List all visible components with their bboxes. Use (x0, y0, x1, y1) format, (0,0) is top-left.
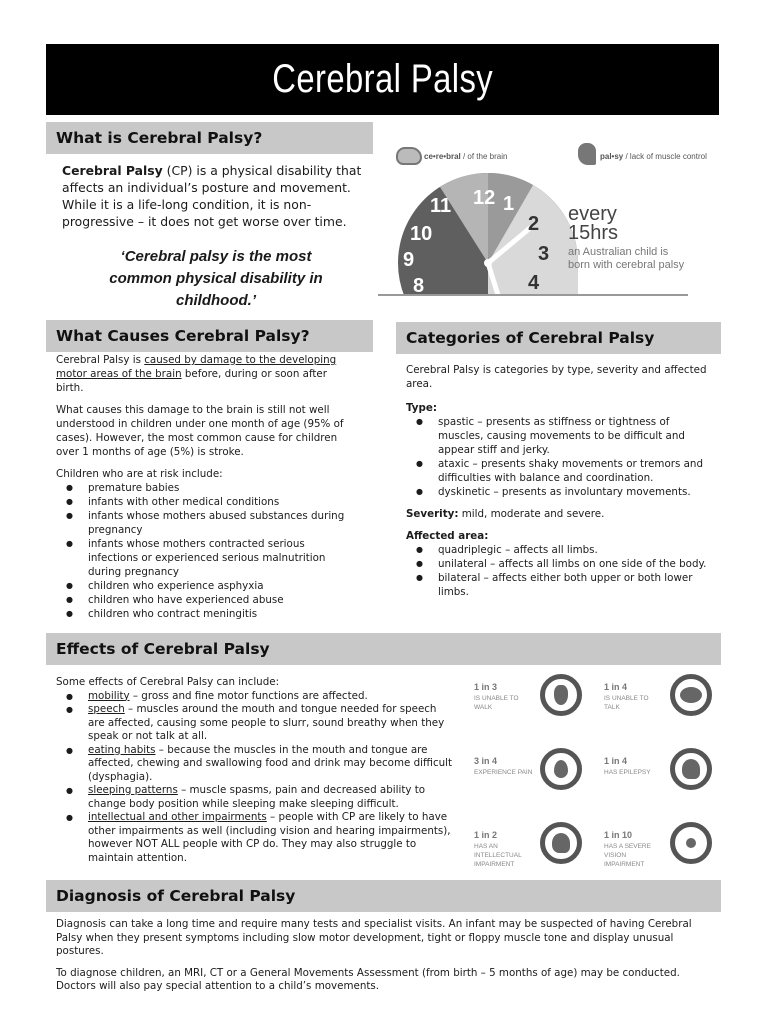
effects-heading: Effects of Cerebral Palsy (46, 633, 721, 665)
effect-term: intellectual and other impairments (88, 811, 267, 823)
intro-term: Cerebral Palsy (62, 163, 163, 178)
stat-pain (468, 742, 588, 802)
causes-heading: What Causes Cerebral Palsy? (46, 320, 373, 352)
list-item (56, 690, 456, 704)
hours-label: 15hrs (568, 222, 619, 244)
speech-bubble-icon (670, 674, 712, 716)
palsy-label (600, 152, 707, 161)
diagnosis-body (56, 918, 716, 1002)
list-item (56, 703, 456, 744)
effects-stats (468, 668, 718, 880)
stat-desc: IS UNABLE TO TALK (604, 695, 649, 711)
causes-p2: What causes this damage to the brain is still not well understood in children under one month of age (95% of cases). However, the most common cause for children over 1 months of age (5%) is stroke. (56, 404, 344, 458)
effect-text: – because the muscles in the mouth and tongue are affected, chewing and swallowing food and drink may become difficult (dysphagia). (88, 743, 453, 783)
stat-walk (468, 668, 588, 728)
clock-num-1: 1 (503, 193, 515, 215)
diagnosis-heading: Diagnosis of Cerebral Palsy (46, 880, 721, 912)
cerebral-label (424, 152, 507, 161)
effect-term: speech (88, 703, 125, 715)
stat-ratio: 3 in 4 (474, 756, 498, 766)
causes-p1 (56, 353, 356, 395)
palsy-def: / lack of muscle control (623, 152, 707, 161)
clock-num-10: 10 (410, 223, 433, 245)
effect-text: – gross and fine motor functions are affected. (129, 689, 368, 702)
stat-intellectual (468, 816, 588, 876)
clock-graphic (378, 168, 578, 298)
palsy-term: pal•sy (600, 152, 624, 161)
diagnosis-p1: Diagnosis can take a long time and require many tests and specialist visits. An infant may be suspected of having Cerebral Palsy when they present symptoms including slow motor development, tight or floppy muscle tone and display unusual postures. (56, 918, 692, 957)
effects-intro: Some effects of Cerebral Palsy can include: (56, 676, 280, 688)
effect-text: – people with CP are likely to have other impairments as well (including vision and hearing impairments), however NOT ALL people with CP do. They may also struggle to maintain attention. (88, 811, 451, 864)
clock-num-2: 2 (528, 213, 540, 235)
effect-term: mobility (88, 689, 130, 702)
stat-ratio: 1 in 4 (604, 682, 628, 692)
stat-desc: IS UNABLE TO WALK (474, 695, 519, 711)
list-item: ● children who have experienced abuse (56, 593, 356, 607)
list-item (56, 811, 456, 865)
risk-list (56, 481, 356, 621)
effect-text: – muscles around the mouth and tongue needed for speech are affected, causing some people to slurr, sound breathy when they speak or not talk at all. (88, 703, 445, 742)
list-item: ● unilateral – affects all limbs on one side of the body. (406, 557, 711, 571)
causes-p1-b: before, during or soon after birth. (56, 368, 327, 394)
list-item: ● infants whose mothers abused substances during pregnancy (56, 509, 356, 537)
clock-num-8: 8 (413, 275, 425, 297)
quote: ‘Cerebral palsy is the most common physical disability in childhood.’ (109, 248, 323, 309)
clock-num-11: 11 (430, 195, 452, 217)
type-list (406, 415, 711, 499)
what-is-intro (62, 162, 362, 230)
brain-head-icon (540, 822, 582, 864)
stat-desc: EXPERIENCE PAIN (474, 769, 533, 776)
list-item: ● dyskinetic – presents as involuntary movements. (406, 485, 711, 499)
stat-talk (598, 668, 718, 728)
page-title: Cerebral Palsy (46, 44, 719, 115)
stat-ratio: 1 in 3 (474, 682, 498, 692)
cerebral-def: / of the brain (460, 152, 508, 161)
effect-text: – muscle spasms, pain and decreased ability to change body position while sleeping make sleeping difficult. (88, 784, 426, 810)
born-caption: an Australian child is born with cerebral palsy (568, 246, 685, 271)
infographic (378, 140, 718, 300)
stat-desc: HAS EPILEPSY (604, 769, 651, 776)
every-label: every (568, 203, 617, 225)
footprint-icon (540, 674, 582, 716)
severity-line (406, 507, 711, 521)
effect-term: sleeping patterns (88, 784, 178, 796)
arm-icon (578, 143, 596, 165)
stat-desc: HAS AN INTELLECTUAL IMPAIRMENT (474, 843, 522, 868)
clock-num-3: 3 (538, 243, 550, 265)
list-item: ● children who contract meningitis (56, 607, 356, 621)
list-item: ● spastic – presents as stiffness or tightness of muscles, causing movements to be difficult and appear stiff and jerky. (406, 415, 711, 457)
stat-ratio: 1 in 10 (604, 830, 633, 840)
area-label: Affected area: (406, 530, 489, 542)
causes-body (56, 353, 356, 621)
categories-heading: Categories of Cerebral Palsy (396, 322, 721, 354)
clock-num-12: 12 (473, 187, 496, 209)
drop-icon (540, 748, 582, 790)
list-item (56, 784, 456, 811)
causes-p3: Children who are at risk include: (56, 468, 223, 480)
cerebral-term: ce•re•bral (424, 152, 461, 161)
causes-p1-a: Cerebral Palsy is (56, 354, 145, 366)
causes-p1-link: caused by damage to the developing motor areas of the brain (56, 354, 337, 380)
stat-epilepsy (598, 742, 718, 802)
effects-body (56, 676, 456, 865)
eye-icon (670, 822, 712, 864)
list-item (56, 744, 456, 785)
stat-ratio: 1 in 2 (474, 830, 498, 840)
type-label: Type: (406, 402, 437, 414)
severity-label: Severity: (406, 508, 459, 520)
intro-text: (CP) is a physical disability that affects an individual’s posture and movement. While it is a life-long condition, it is non-progressive – it does not get worse over time. (62, 163, 362, 229)
stat-desc: HAS A SEVERE VISION IMPAIRMENT (604, 843, 651, 868)
diagnosis-p2: To diagnose children, an MRI, CT or a General Movements Assessment (from birth – 5 months of age) may be conducted. Doctors will also pay special attention to a child’s movements. (56, 966, 680, 992)
brain-icon (396, 147, 422, 165)
clock-num-4: 4 (528, 272, 540, 294)
list-item: ● premature babies (56, 481, 356, 495)
list-item: ● children who experience asphyxia (56, 579, 356, 593)
list-item: ● ataxic – presents shaky movements or tremors and difficulties with balance and coordination. (406, 457, 711, 485)
severity-text: mild, moderate and severe. (458, 508, 605, 520)
area-list (406, 543, 711, 599)
head-icon (670, 748, 712, 790)
what-is-heading: What is Cerebral Palsy? (46, 122, 373, 154)
list-item: ● infants with other medical conditions (56, 495, 356, 509)
stat-ratio: 1 in 4 (604, 756, 628, 766)
stat-vision (598, 816, 718, 876)
categories-body (406, 363, 711, 599)
clock-num-9: 9 (403, 249, 415, 271)
list-item: ● infants whose mothers contracted serious infections or experienced serious malnutrition during pregnancy (56, 537, 356, 579)
categories-intro: Cerebral Palsy is categories by type, severity and affected area. (406, 364, 707, 390)
effects-list (56, 690, 456, 866)
list-item: ● quadriplegic – affects all limbs. (406, 543, 711, 557)
list-item: ● bilateral – affects either both upper or both lower limbs. (406, 571, 711, 599)
effect-term: eating habits (88, 743, 156, 756)
baseline (578, 294, 688, 296)
